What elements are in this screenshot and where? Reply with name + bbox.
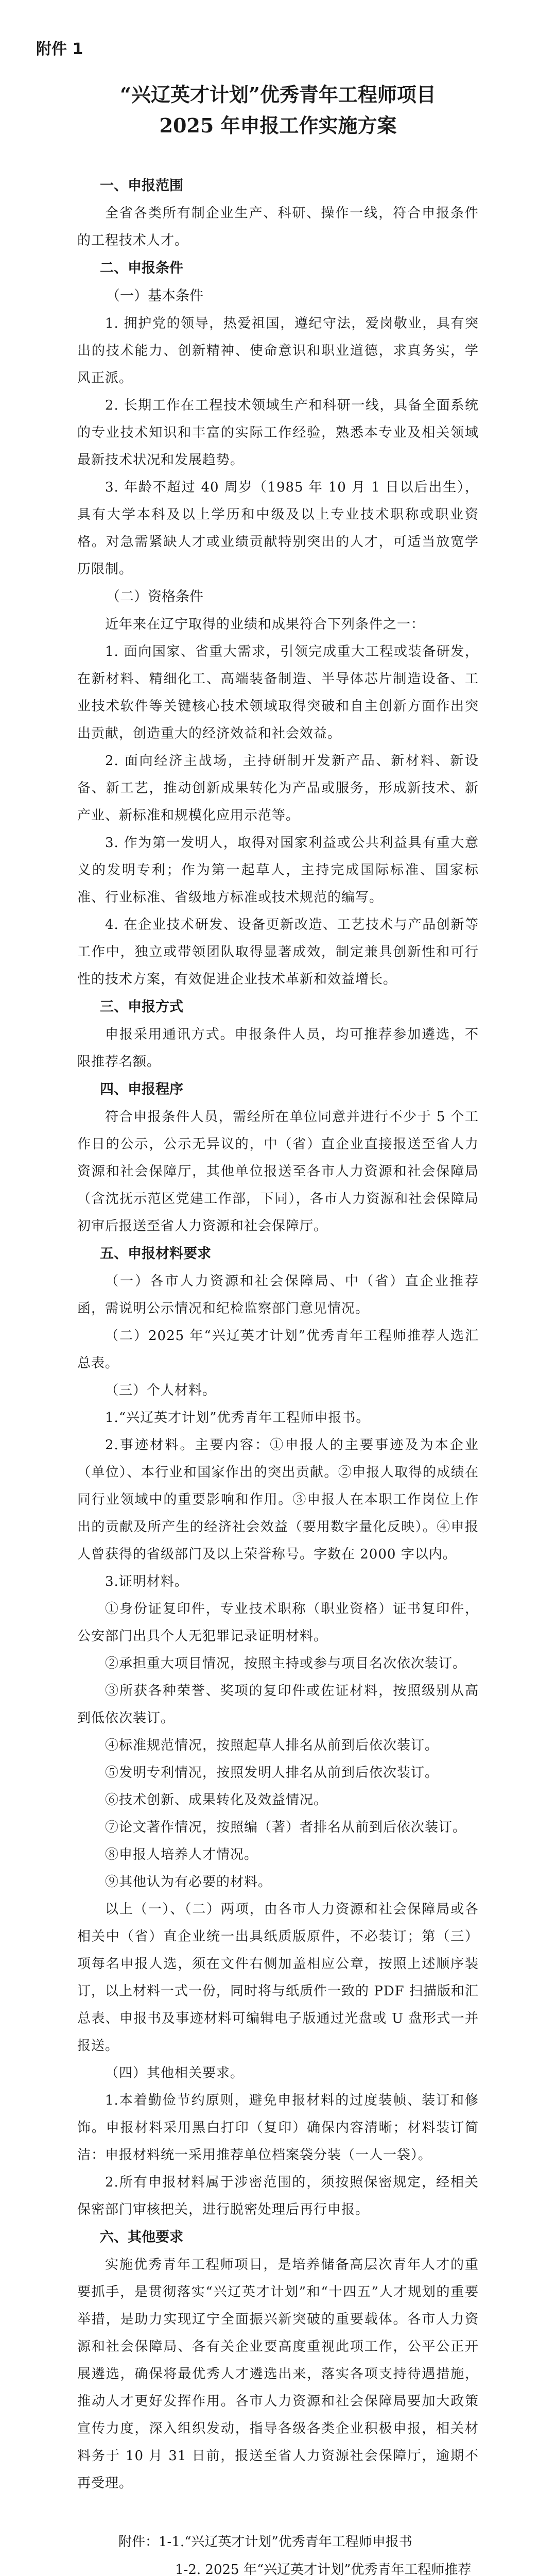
section-heading-other: 六、其他要求 [100, 2229, 183, 2245]
paragraph: 3. 年龄不超过 40 周岁（1985 年 10 月 1 日以后出生），具有大学本科及以上学历和中级及以上专业技术职称或职业资格。对急需紧缺人才或业绩贡献特别突出的人才，可适当放宽学历限制。 [77, 480, 479, 577]
paragraph: 2.事迹材料。主要内容：①申报人的主要事迹及为本企业（单位）、本行业和国家作出的突出贡献。②申报人取得的成绩在同行业领域中的重要影响和作用。③申报人在本职工作岗位上作出的贡献及所产生的经济社会效益（要用数字量化反映）。④申报人曾获得的省级部门及以上荣誉称号。字数在 2000 字以内。 [77, 1437, 479, 1562]
section-heading-materials: 五、申报材料要求 [100, 1246, 211, 1262]
paragraph: ④标准规范情况，按照起草人排名从前到后依次装订。 [105, 1738, 439, 1753]
paragraph: 实施优秀青年工程师项目，是培养储备高层次青年人才的重要抓手，是贯彻落实“兴辽英才计划”和“十四五”人才规划的重要举措，是助力实现辽宁全面振兴新突破的重要载体。各市人力资源和社会保障局、各有关企业要高度重视此项工作，公平公正开展遴选，确保将最优秀人才遴选出来，落实各项支持待遇措施，推动人才更好发挥作用。各市人力资源和社会保障局要加大政策宣传力度，深入组织发动，指导各级各类企业积极申报，相关材料务于 10 月 31 日前，报送至省人力资源社会保障厅，逾期不再受理。 [77, 2257, 479, 2491]
paragraph: ⑤发明专利情况，按照发明人排名从前到后依次装订。 [105, 1765, 439, 1781]
paragraph: 1. 面向国家、省重大需求，引领完成重大工程或装备研发，在新材料、精细化工、高端装备制造、半导体芯片制造设备、工业技术软件等关键核心技术领域取得突破和自主创新方面作出突出贡献，创造重大的经济效益和社会效益。 [77, 644, 479, 741]
paragraph: （四）其他相关要求。 [105, 2065, 245, 2081]
paragraph: 1.“兴辽英才计划”优秀青年工程师申报书。 [105, 1410, 370, 1426]
paragraph: 近年来在辽宁取得的业绩和成果符合下列条件之一： [105, 617, 425, 632]
paragraph: 1.本着勤俭节约原则，避免申报材料的过度装帧、装订和修饰。申报材料采用黑白打印（复印）确保内容清晰；材料装订简洁：申报材料统一采用推荐单位档案袋分装（一人一袋）。 [77, 2093, 479, 2163]
attachments-list [77, 2528, 479, 2576]
document-title [77, 79, 479, 141]
section-heading-scope: 一、申报范围 [100, 178, 183, 194]
paragraph: 4. 在企业技术研发、设备更新改造、工艺技术与产品创新等工作中，独立或带领团队取得显著成效，制定兼具创新性和可行性的技术方案，有效促进企业技术革新和效益增长。 [77, 917, 479, 987]
section-heading-conditions: 二、申报条件 [100, 260, 183, 276]
paragraph: ⑥技术创新、成果转化及效益情况。 [105, 1792, 328, 1808]
paragraph: ①身份证复印件，专业技术职称（职业资格）证书复印件，公安部门出具个人无犯罪记录证明材料。 [77, 1601, 479, 1644]
subsection-heading-basic: （一）基本条件 [106, 288, 203, 304]
paragraph: ⑦论文著作情况，按照编（著）者排名从前到后依次装订。 [105, 1820, 467, 1835]
paragraph: 以上（一）、（二）两项，由各市人力资源和社会保障局或各相关中（省）直企业统一出具纸质版原件，不必装订；第（三）项每名申报人选，须在文件右侧加盖相应公章，按照上述顺序装订，以上材料一式一份，同时将与纸质件一致的 PDF 扫描版和汇总表、申报书及事迹材料可编辑电子版通过光盘或 U 盘形式一并报送。 [77, 1902, 479, 2054]
section-heading-method: 三、申报方式 [100, 999, 183, 1015]
title-line-1: “兴辽英才计划”优秀青年工程师项目 [120, 83, 436, 106]
paragraph: 2. 长期工作在工程技术领域生产和科研一线，具备全面系统的专业技术知识和丰富的实际工作经验，熟悉本专业及相关领域最新技术状况和发展趋势。 [77, 398, 479, 468]
paragraph: 申报采用通讯方式。申报条件人员，均可推荐参加遴选，不限推荐名额。 [77, 1027, 479, 1070]
paragraph: 全省各类所有制企业生产、科研、操作一线，符合申报条件的工程技术人才。 [77, 206, 479, 248]
paragraph: ③所获各种荣誉、奖项的复印件或佐证材料，按照级别从高到低依次装订。 [77, 1683, 479, 1726]
paragraph: 3. 作为第一发明人，取得对国家利益或公共利益具有重大意义的发明专利；作为第一起草人，主持完成国际标准、国家标准、行业标准、省级地方标准或技术规范的编写。 [77, 835, 479, 905]
subsection-heading-qualification: （二）资格条件 [106, 589, 203, 605]
paragraph: （一）各市人力资源和社会保障局、中（省）直企业推荐函，需说明公示情况和纪检监察部门意见情况。 [77, 1274, 479, 1316]
section-heading-procedure: 四、申报程序 [100, 1081, 183, 1097]
paragraph: （三）个人材料。 [105, 1383, 217, 1398]
annex-label: 附件 1 [36, 40, 83, 58]
paragraph: （二）2025 年“兴辽英才计划”优秀青年工程师推荐人选汇总表。 [77, 1328, 479, 1371]
paragraph: 2. 面向经济主战场，主持研制开发新产品、新材料、新设备、新工艺，推动创新成果转化为产品或服务，形成新技术、新产业、新标准和规模化应用示范等。 [77, 753, 479, 823]
paragraph: 符合申报条件人员，需经所在单位同意并进行不少于 5 个工作日的公示，公示无异议的，中（省）直企业直接报送至省人力资源和社会保障厅，其他单位报送至各市人力资源和社会保障局（含沈抚示范区党建工作部，下同），各市人力资源和社会保障局初审后报送至省人力资源和社会保障厅。 [77, 1109, 479, 1234]
paragraph: ②承担重大项目情况，按照主持或参与项目名次依次装订。 [105, 1656, 467, 1671]
attachment-item-2: 1-2. 2025 年“兴辽英才计划”优秀青年工程师推荐 [175, 2562, 472, 2576]
paragraph: 3.证明材料。 [105, 1574, 188, 1589]
paragraph: 1. 拥护党的领导，热爱祖国，遵纪守法，爱岗敬业，具有突出的技术能力、创新精神、使命意识和职业道德，求真务实，学风正派。 [77, 316, 479, 386]
attachment-item-1: 附件：1-1.“兴辽英才计划”优秀青年工程师申报书 [118, 2534, 412, 2550]
paragraph: ⑨其他认为有必要的材料。 [105, 1874, 272, 1890]
title-line-2: 2025 年申报工作实施方案 [159, 114, 397, 137]
paragraph: ⑧申报人培养人才情况。 [105, 1847, 258, 1862]
paragraph: 2.所有申报材料属于涉密范围的，须按照保密规定，经相关保密部门审核把关，进行脱密处理后再行申报。 [77, 2175, 479, 2217]
